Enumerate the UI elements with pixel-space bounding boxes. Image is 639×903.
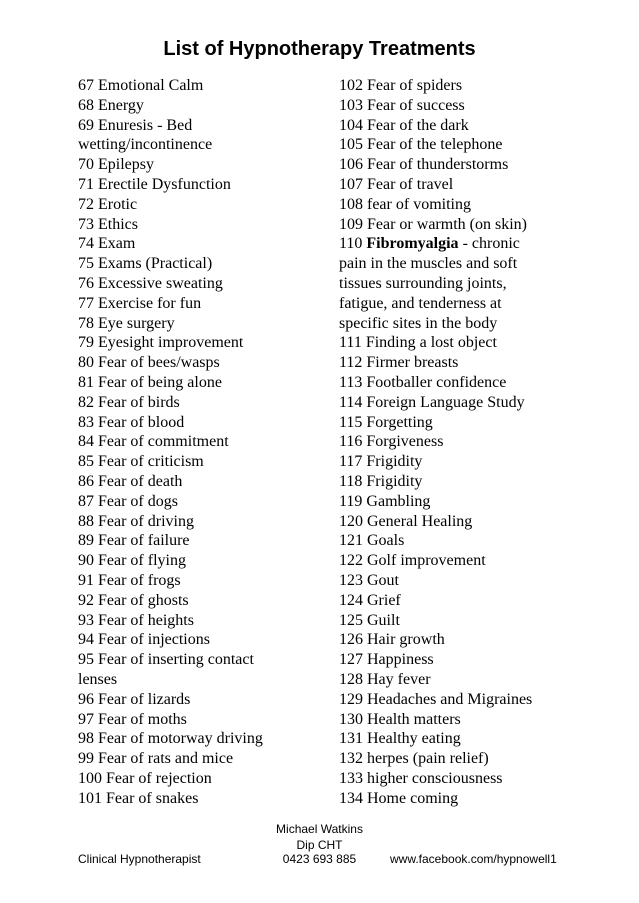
list-item: 126 Hair growth bbox=[339, 631, 445, 649]
list-item: 69 Enuresis - Bed bbox=[78, 116, 193, 134]
list-item: 107 Fear of travel bbox=[339, 175, 454, 193]
list-item: 94 Fear of injections bbox=[78, 631, 210, 649]
list-item: 79 Eyesight improvement bbox=[78, 334, 244, 352]
list-item: 127 Happiness bbox=[339, 651, 434, 669]
footer-role: Clinical Hypnotherapist bbox=[78, 852, 201, 866]
list-item: 115 Forgetting bbox=[339, 413, 433, 431]
list-item: lenses bbox=[78, 670, 118, 688]
list-item: 77 Exercise for fun bbox=[78, 294, 202, 312]
fibro-term: Fibromyalgia bbox=[366, 235, 459, 253]
list-item: 125 Guilt bbox=[339, 611, 400, 629]
list-item: 93 Fear of heights bbox=[78, 611, 194, 629]
treatment-list-right bbox=[339, 76, 579, 808]
footer-qualification: Dip CHT bbox=[296, 838, 343, 852]
list-item: fatigue, and tenderness at bbox=[339, 294, 502, 312]
list-item: 78 Eye surgery bbox=[78, 314, 175, 332]
list-item: 73 Ethics bbox=[78, 215, 138, 233]
list-item: 109 Fear or warmth (on skin) bbox=[339, 215, 527, 233]
list-item: 124 Grief bbox=[339, 591, 401, 609]
list-item: 84 Fear of commitment bbox=[78, 433, 229, 451]
list-item: 103 Fear of success bbox=[339, 96, 465, 114]
list-item: specific sites in the body bbox=[339, 314, 498, 332]
list-item: 119 Gambling bbox=[339, 492, 431, 510]
list-item: 121 Goals bbox=[339, 532, 405, 550]
list-item: 81 Fear of being alone bbox=[78, 373, 222, 391]
list-item: 68 Energy bbox=[78, 96, 144, 114]
list-item: 100 Fear of rejection bbox=[78, 769, 212, 787]
list-item: 102 Fear of spiders bbox=[339, 77, 463, 94]
list-item: 91 Fear of frogs bbox=[78, 571, 181, 589]
list-item: 99 Fear of rats and mice bbox=[78, 750, 234, 768]
list-item: 114 Foreign Language Study bbox=[339, 393, 525, 411]
fibro-rest: - chronic bbox=[458, 235, 520, 253]
list-item: 75 Exams (Practical) bbox=[78, 255, 213, 273]
list-item: 113 Footballer confidence bbox=[339, 373, 507, 391]
list-item: 74 Exam bbox=[78, 235, 136, 253]
list-item: wetting/incontinence bbox=[78, 136, 213, 154]
list-item: 97 Fear of moths bbox=[78, 710, 187, 728]
footer-name: Michael Watkins bbox=[276, 822, 363, 836]
list-item: 80 Fear of bees/wasps bbox=[78, 354, 220, 372]
list-item: 111 Finding a lost object bbox=[339, 334, 497, 352]
page-title: List of Hypnotherapy Treatments bbox=[163, 38, 476, 60]
list-item: 116 Forgiveness bbox=[339, 433, 444, 451]
list-item: 82 Fear of birds bbox=[78, 393, 180, 411]
list-item: 88 Fear of driving bbox=[78, 512, 194, 530]
footer-phone: 0423 693 885 bbox=[282, 852, 357, 866]
list-item: 131 Healthy eating bbox=[339, 730, 461, 748]
list-item: 132 herpes (pain relief) bbox=[339, 750, 489, 768]
list-item: 89 Fear of failure bbox=[78, 532, 190, 550]
list-item: 72 Erotic bbox=[78, 195, 138, 213]
list-item: 105 Fear of the telephone bbox=[339, 136, 503, 154]
list-item: 67 Emotional Calm bbox=[78, 77, 204, 94]
list-item: 71 Erectile Dysfunction bbox=[78, 175, 231, 193]
list-item: 85 Fear of criticism bbox=[78, 453, 204, 471]
list-item: 86 Fear of death bbox=[78, 472, 183, 490]
list-item: 70 Epilepsy bbox=[78, 156, 154, 174]
list-item: 133 higher consciousness bbox=[339, 769, 503, 787]
list-item: 96 Fear of lizards bbox=[78, 690, 191, 708]
list-item: tissues surrounding joints, bbox=[339, 274, 507, 292]
list-item: 123 Gout bbox=[339, 571, 399, 589]
list-item: 120 General Healing bbox=[339, 512, 473, 530]
footer-website[interactable]: www.facebook.com/hypnowell1 bbox=[390, 852, 557, 866]
list-item: 95 Fear of inserting contact bbox=[78, 651, 254, 669]
list-item: 106 Fear of thunderstorms bbox=[339, 156, 509, 174]
list-item: 76 Excessive sweating bbox=[78, 274, 223, 292]
list-item: 128 Hay fever bbox=[339, 670, 431, 688]
list-item: 130 Health matters bbox=[339, 710, 461, 728]
list-item: 101 Fear of snakes bbox=[78, 789, 199, 807]
list-item-fibromyalgia bbox=[339, 234, 579, 254]
list-item: 117 Frigidity bbox=[339, 453, 423, 471]
list-item: 87 Fear of dogs bbox=[78, 492, 178, 510]
list-item: 92 Fear of ghosts bbox=[78, 591, 189, 609]
list-item: 122 Golf improvement bbox=[339, 552, 486, 570]
list-item: 104 Fear of the dark bbox=[339, 116, 469, 134]
treatment-list-left bbox=[78, 76, 318, 808]
list-item: 118 Frigidity bbox=[339, 472, 423, 490]
fibro-number: 110 bbox=[339, 235, 367, 253]
list-item: 108 fear of vomiting bbox=[339, 195, 471, 213]
list-item: 129 Headaches and Migraines bbox=[339, 690, 533, 708]
list-item: pain in the muscles and soft bbox=[339, 255, 518, 273]
list-item: 90 Fear of flying bbox=[78, 552, 186, 570]
list-item: 98 Fear of motorway driving bbox=[78, 730, 263, 748]
list-item: 83 Fear of blood bbox=[78, 413, 185, 431]
list-item: 112 Firmer breasts bbox=[339, 354, 459, 372]
list-item: 134 Home coming bbox=[339, 789, 459, 807]
